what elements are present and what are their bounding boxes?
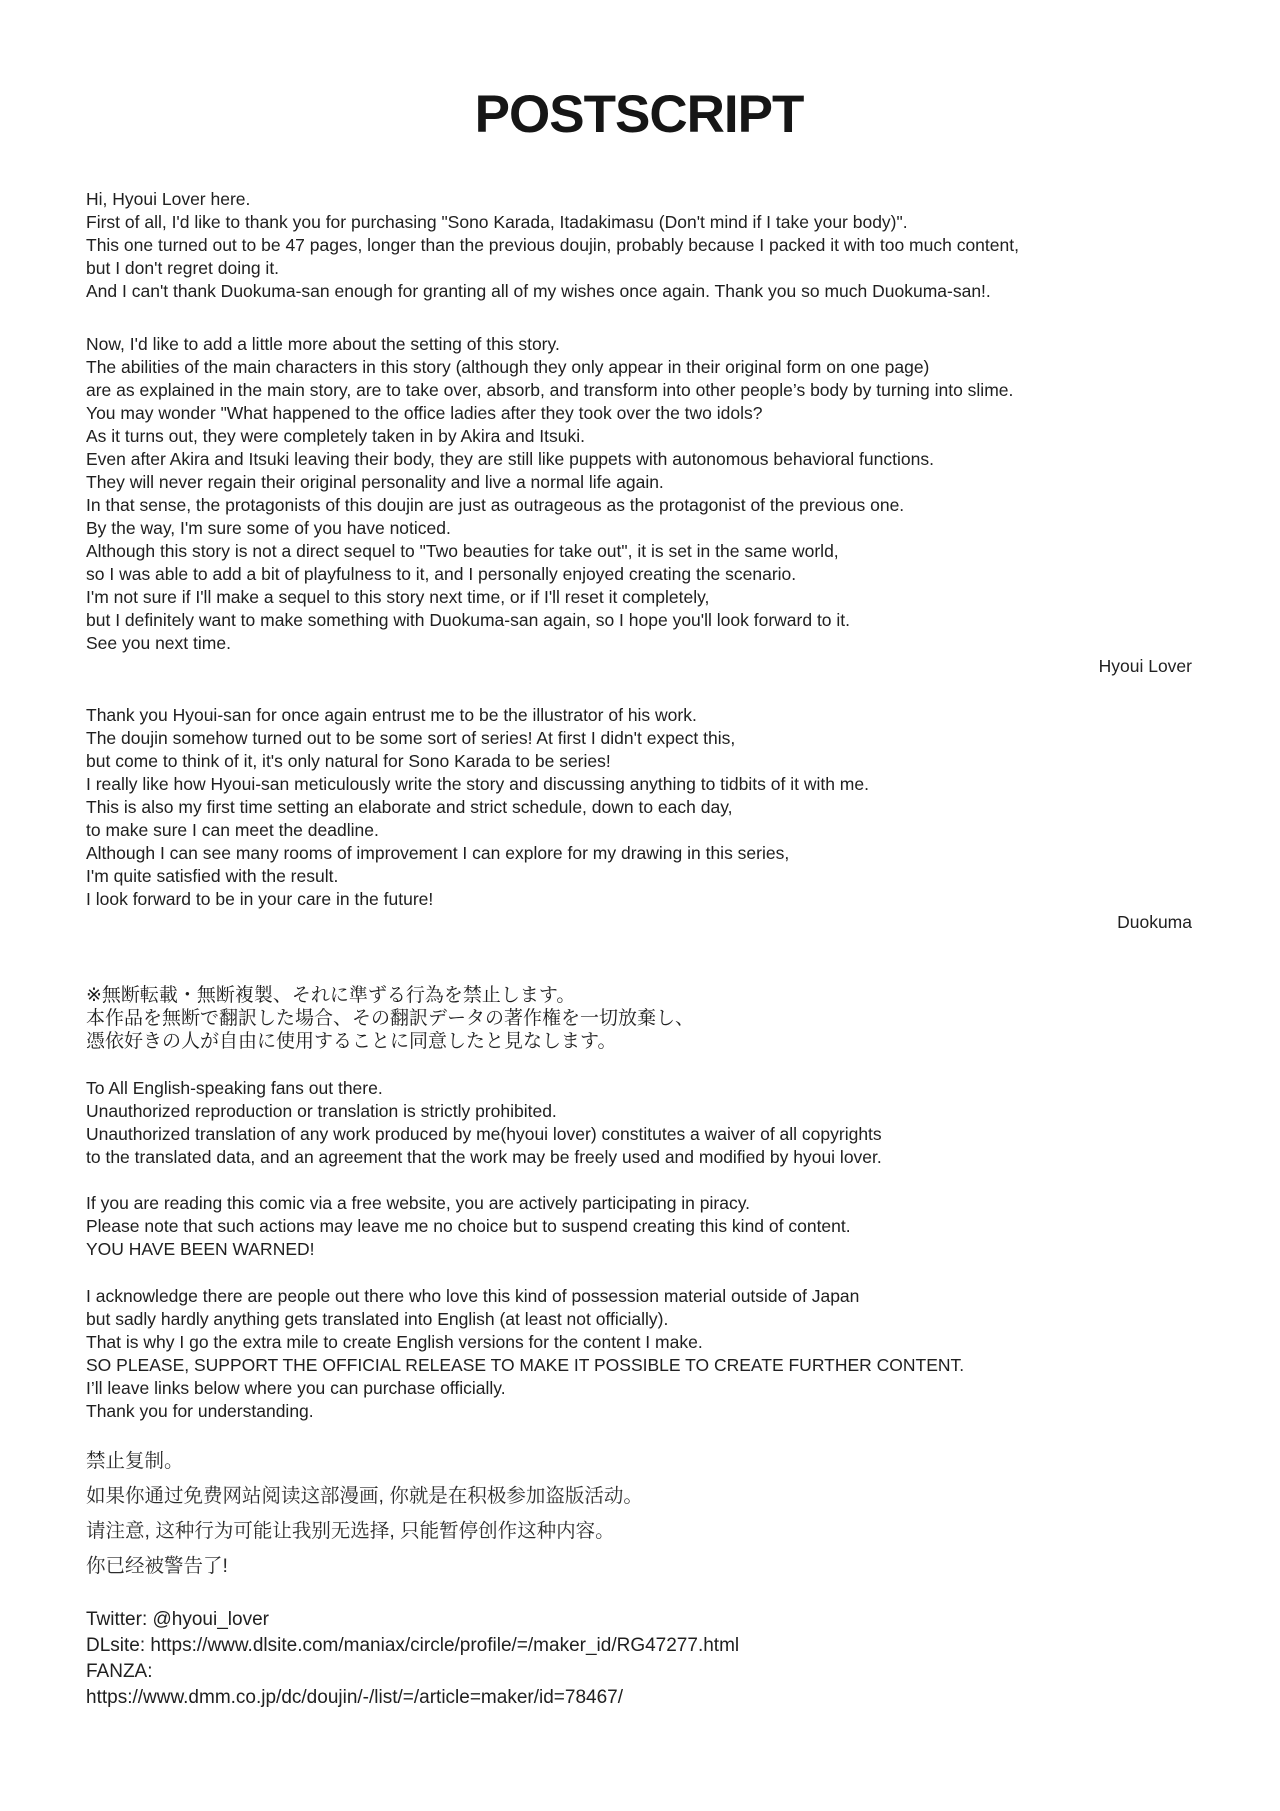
text-line: 禁止复制。 bbox=[86, 1450, 184, 1472]
text-line: but I don't regret doing it. bbox=[86, 258, 280, 278]
author-note bbox=[86, 188, 1192, 678]
text-line: I'm quite satisfied with the result. bbox=[86, 866, 339, 886]
text-line: The doujin somehow turned out to be some sort of series! At first I didn't expect this, bbox=[86, 728, 736, 748]
official-links bbox=[86, 1607, 1192, 1711]
text-line: They will never regain their original personality and live a normal life again. bbox=[86, 472, 664, 492]
text-line: I really like how Hyoui-san meticulously write the story and discussing anything to tidbits of it with me. bbox=[86, 774, 869, 794]
text-line: The abilities of the main characters in this story (although they only appear in their original form on one page) bbox=[86, 357, 930, 377]
author-note-intro bbox=[86, 188, 1192, 303]
text-line: but sadly hardly anything gets translated into English (at least not officially). bbox=[86, 1309, 669, 1329]
text-line: to the translated data, and an agreement that the work may be freely used and modified by hyoui lover. bbox=[86, 1147, 882, 1167]
text-line: YOU HAVE BEEN WARNED! bbox=[86, 1239, 315, 1259]
text-line: Thank you Hyoui-san for once again entrust me to be the illustrator of his work. bbox=[86, 705, 697, 725]
text-line: By the way, I'm sure some of you have noticed. bbox=[86, 518, 451, 538]
text-line: As it turns out, they were completely taken in by Akira and Itsuki. bbox=[86, 426, 585, 446]
text-line: DLsite: https://www.dlsite.com/maniax/circle/profile/=/maker_id/RG47277.html bbox=[86, 1635, 740, 1656]
text-line: Thank you for understanding. bbox=[86, 1401, 314, 1421]
text-line: Twitter: @hyoui_lover bbox=[86, 1609, 269, 1630]
text-line: but come to think of it, it's only natural for Sono Karada to be series! bbox=[86, 751, 611, 771]
text-line: 你已经被警告了! bbox=[86, 1555, 228, 1577]
text-line: so I was able to add a bit of playfulness to it, and I personally enjoyed creating the scenario. bbox=[86, 564, 797, 584]
signature-hyoui-lover: Hyoui Lover bbox=[1098, 656, 1192, 676]
text-line: To All English-speaking fans out there. bbox=[86, 1078, 383, 1098]
text-line: I look forward to be in your care in the future! bbox=[86, 889, 434, 909]
text-line: 本作品を無断で翻訳した場合、その翻訳データの著作権を一切放棄し、 bbox=[86, 1008, 695, 1029]
text-line: Unauthorized translation of any work produced by me(hyoui lover) constitutes a waiver of all copyrights bbox=[86, 1124, 882, 1144]
text-line: This is also my first time setting an elaborate and strict schedule, down to each day, bbox=[86, 797, 733, 817]
text-line: ※無断転載・無断複製、それに準ずる行為を禁止します。 bbox=[86, 985, 576, 1006]
support-official-release-request bbox=[86, 1285, 1192, 1423]
text-line: FANZA: bbox=[86, 1661, 153, 1682]
text-line: That is why I go the extra mile to create English versions for the content I make. bbox=[86, 1332, 703, 1352]
text-line: 如果你通过免费网站阅读这部漫画, 你就是在积极参加盗版活动。 bbox=[86, 1485, 643, 1507]
text-line: Hi, Hyoui Lover here. bbox=[86, 189, 251, 209]
text-line: You may wonder "What happened to the office ladies after they took over the two idols? bbox=[86, 403, 763, 423]
text-line: Even after Akira and Itsuki leaving their body, they are still like puppets with autonomous behavioral functions. bbox=[86, 449, 934, 469]
text-line: If you are reading this comic via a free website, you are actively participating in piracy. bbox=[86, 1193, 751, 1213]
text-line: 请注意, 这种行为可能让我别无选择, 只能暂停创作这种内容。 bbox=[86, 1520, 615, 1542]
text-line: This one turned out to be 47 pages, longer than the previous doujin, probably because I packed it with too much content, bbox=[86, 235, 1019, 255]
piracy-warning bbox=[86, 1192, 1192, 1261]
text-line: First of all, I'd like to thank you for purchasing "Sono Karada, Itadakimasu (Don't mind if I take your body)". bbox=[86, 212, 908, 232]
text-line: Unauthorized reproduction or translation is strictly prohibited. bbox=[86, 1101, 557, 1121]
text-line: I’ll leave links below where you can purchase officially. bbox=[86, 1378, 506, 1398]
text-line: See you next time. bbox=[86, 633, 231, 653]
illustrator-note bbox=[86, 704, 1192, 934]
jp-copyright-notice bbox=[86, 984, 1192, 1053]
text-line: I acknowledge there are people out there who love this kind of possession material outside of Japan bbox=[86, 1286, 860, 1306]
text-line: Please note that such actions may leave me no choice but to suspend creating this kind of content. bbox=[86, 1216, 851, 1236]
text-line: to make sure I can meet the deadline. bbox=[86, 820, 379, 840]
text-line: And I can't thank Duokuma-san enough for granting all of my wishes once again. Thank you so much Duokuma-san!. bbox=[86, 281, 991, 301]
text-line: but I definitely want to make something with Duokuma-san again, so I hope you'll look forward to it. bbox=[86, 610, 851, 630]
en-copyright-notice bbox=[86, 1077, 1192, 1169]
author-note-story bbox=[86, 333, 1192, 655]
text-line: Although this story is not a direct sequel to "Two beauties for take out", it is set in the same world, bbox=[86, 541, 839, 561]
text-line: In that sense, the protagonists of this doujin are just as outrageous as the protagonist of the previous one. bbox=[86, 495, 905, 515]
text-line: I'm not sure if I'll make a sequel to this story next time, or if I'll reset it completely, bbox=[86, 587, 710, 607]
signature-duokuma: Duokuma bbox=[1117, 912, 1192, 932]
text-line: Although I can see many rooms of improvement I can explore for my drawing in this series, bbox=[86, 843, 790, 863]
text-line: SO PLEASE, SUPPORT THE OFFICIAL RELEASE TO MAKE IT POSSIBLE TO CREATE FURTHER CONTENT. bbox=[86, 1355, 965, 1375]
text-line: https://www.dmm.co.jp/dc/doujin/-/list/=/article=maker/id=78467/ bbox=[86, 1687, 623, 1708]
cn-piracy-warning bbox=[86, 1444, 1192, 1584]
text-line: Now, I'd like to add a little more about the setting of this story. bbox=[86, 334, 560, 354]
text-line: 憑依好きの人が自由に使用することに同意したと見なします。 bbox=[86, 1031, 617, 1052]
text-line: are as explained in the main story, are to take over, absorb, and transform into other people’s body by turning into slime. bbox=[86, 380, 1014, 400]
illustrator-note-body bbox=[86, 704, 1192, 911]
page-title: POSTSCRIPT bbox=[474, 85, 804, 144]
